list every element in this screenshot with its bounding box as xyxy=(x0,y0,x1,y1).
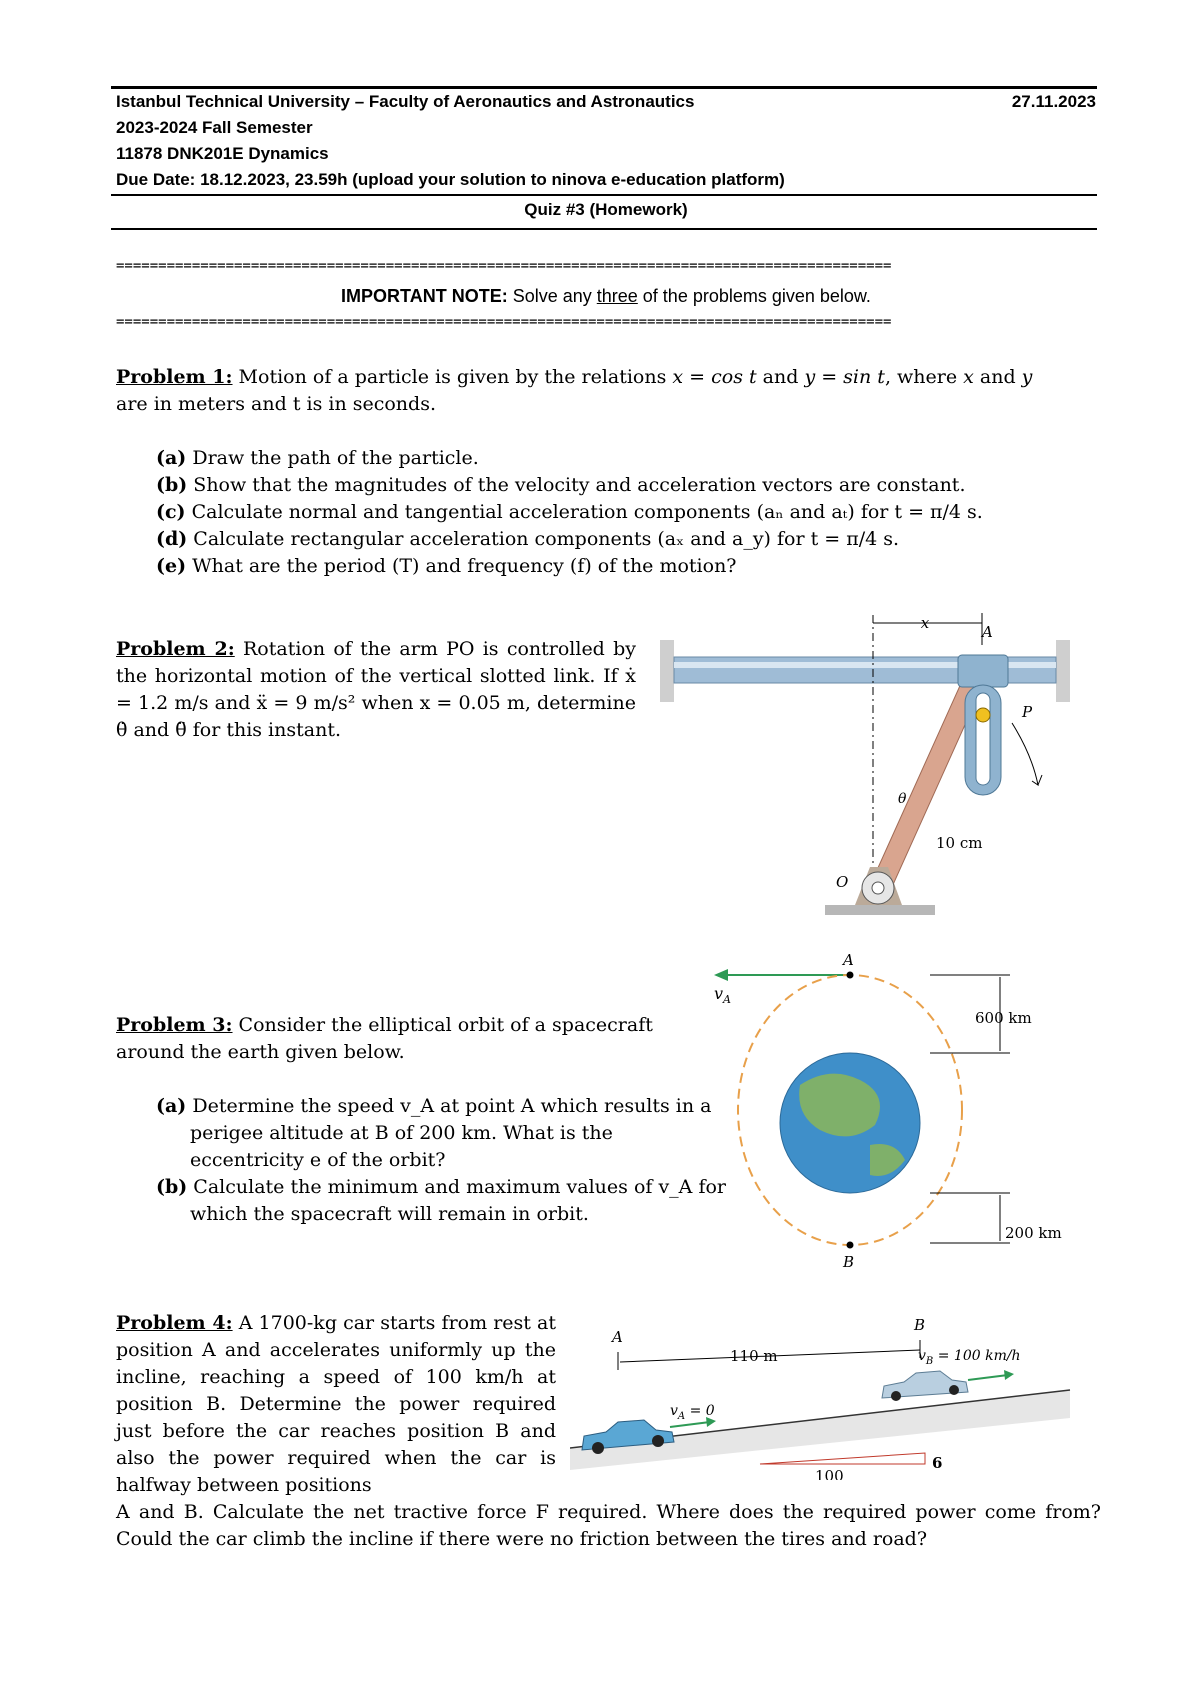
problem2-figure xyxy=(660,605,1080,935)
problem1-intro-line2: are in meters and t is in seconds. xyxy=(116,393,436,415)
problem3-item-b: (b) Calculate the minimum and maximum values of v_A for which the spacecraft will remain in orbit. xyxy=(156,1176,727,1225)
problem1-item-b: (b) Show that the magnitudes of the velocity and acceleration vectors are constant. xyxy=(156,474,966,496)
separator-top: ============================================================================================ xyxy=(116,258,892,274)
left-wall xyxy=(660,640,674,702)
slope-triangle xyxy=(760,1453,925,1464)
label-va: $v_A = 0$ xyxy=(670,1403,715,1422)
header-bottom-rule xyxy=(111,228,1097,230)
problem4-figure xyxy=(570,1310,1090,1480)
label-rise: 6 xyxy=(932,1454,943,1472)
problem1-item-e: (e) What are the period (T) and frequency (f) of the motion? xyxy=(156,555,737,577)
label-a: A xyxy=(843,951,854,969)
car-b xyxy=(882,1371,968,1401)
header-date: 27.11.2023 xyxy=(1011,92,1096,111)
slider-collar xyxy=(958,655,1008,687)
right-wall xyxy=(1056,640,1070,702)
label-b: B xyxy=(914,1316,926,1334)
point-b xyxy=(847,1242,854,1249)
label-o: O xyxy=(836,873,849,891)
label-theta: θ xyxy=(898,791,907,807)
problem3-figure xyxy=(700,945,1090,1275)
problem1-item-c: (c) Calculate normal and tangential acceleration components (aₙ and aₜ) for t = π/4 s. xyxy=(156,501,983,523)
header-top-rule xyxy=(111,86,1097,89)
label-b: B xyxy=(843,1253,855,1271)
important-note: IMPORTANT NOTE: Solve any three of the problems given below. xyxy=(341,286,871,306)
problem1-item-a: (a) Draw the path of the particle. xyxy=(156,447,479,469)
vb-arrow xyxy=(968,1375,1008,1380)
label-distance: 110 m xyxy=(730,1347,778,1365)
problem3-item-a: (a) Determine the speed v_A at point A which results in a perigee altitude at B of 200 km. What is the eccentricity e of the orbit? xyxy=(156,1095,712,1171)
problem2-text: Problem 2: Rotation of the arm PO is controlled by the horizontal motion of the vertical slotted link. If ẋ = 1.2 m/s and ẍ = 9 m/s² when x = 0.05 m, determine θ̇ and θ̈ for this instant. xyxy=(116,638,637,741)
label-vb: $v_B = 100$ km/h xyxy=(918,1348,1021,1367)
label-length: 10 cm xyxy=(936,834,983,852)
header-mid-rule xyxy=(111,194,1097,196)
label-va: $v_A$ xyxy=(714,984,731,1006)
va-arrow xyxy=(670,1422,710,1427)
problem4-text-wide: A and B. Calculate the net tractive force F required. Where does the required power come from? Could the car climb the incline if there were no friction between the tires and road? xyxy=(116,1501,1101,1550)
separator-bottom: ============================================================================================ xyxy=(116,314,892,330)
label-a: A xyxy=(612,1328,623,1346)
label-a: A xyxy=(982,623,993,641)
header-course: 11878 DNK201E Dynamics xyxy=(116,144,329,163)
problem4-text-narrow: Problem 4: A 1700-kg car starts from rest at position A and accelerates uniformly up the incline, reaching a speed of 100 km/h at position B. Determine the power required just before the car reaches position B and also the power required when the car is halfway between positions xyxy=(116,1312,556,1496)
header-semester: 2023-2024 Fall Semester xyxy=(116,118,313,137)
problem1-item-d: (d) Calculate rectangular acceleration components (aₓ and a_y) for t = π/4 s. xyxy=(156,528,900,550)
label-600km: 600 km xyxy=(975,1009,1032,1027)
label-200km: 200 km xyxy=(1005,1224,1062,1242)
pin-p xyxy=(976,708,990,722)
quiz-title: Quiz #3 (Homework) xyxy=(524,200,688,219)
header-university: Istanbul Technical University – Faculty of Aeronautics and Astronautics xyxy=(116,92,695,111)
label-run: 100 xyxy=(815,1467,844,1480)
x-label: x xyxy=(920,614,930,632)
problem1-intro: Problem 1: Motion of a particle is given by the relations x = cos t and y = sin t, where x and y xyxy=(116,366,1033,388)
label-p: P xyxy=(1022,703,1033,721)
problem3-text: Problem 3: Consider the elliptical orbit of a spacecraft around the earth given below. xyxy=(116,1014,653,1063)
point-a xyxy=(847,972,854,979)
header-due-date: Due Date: 18.12.2023, 23.59h (upload your solution to ninova e-education platform) xyxy=(116,170,785,189)
